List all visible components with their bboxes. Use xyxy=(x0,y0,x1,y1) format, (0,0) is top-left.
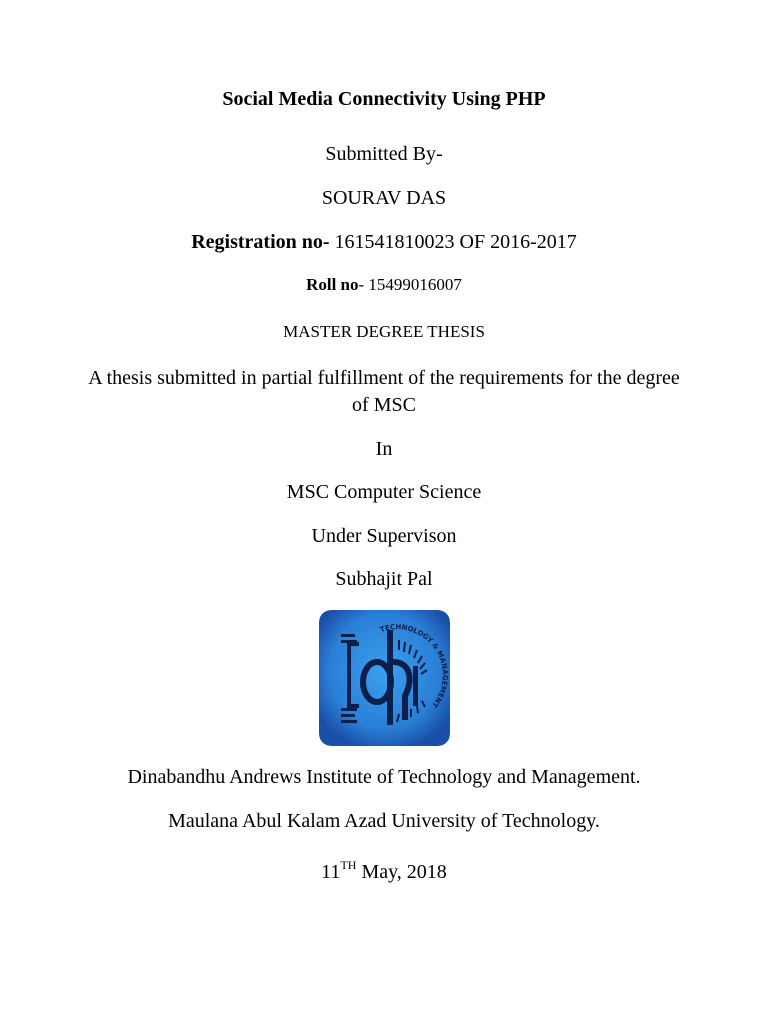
roll-value: - 15499016007 xyxy=(358,275,462,294)
thesis-purpose xyxy=(0,365,768,419)
logo-caption: TECHNOLOGY & MANAGEMENT xyxy=(379,623,449,709)
roll-line xyxy=(0,275,768,295)
registration-value: 161541810023 OF 2016-2017 xyxy=(329,231,577,253)
in-label: In xyxy=(375,438,393,460)
institute-logo-graphic xyxy=(319,610,450,746)
registration-line xyxy=(0,231,768,254)
supervisor-name: Subhajit Pal xyxy=(335,568,433,590)
subject: MSC Computer Science xyxy=(286,481,482,503)
submitted-by-label: Submitted By- xyxy=(325,143,443,165)
roll-label: Roll no xyxy=(306,275,359,294)
thesis-purpose-text: A thesis submitted in partial fulfillment of the requirements for the degree of MSC xyxy=(88,367,680,416)
registration-label: Registration no- xyxy=(191,231,330,253)
author-name: SOURAV DAS xyxy=(321,187,447,209)
date-day: 11 xyxy=(321,861,341,883)
institute-logo xyxy=(319,610,450,746)
university-name: Maulana Abul Kalam Azad University of Technology. xyxy=(168,810,600,832)
institute-name: Dinabandhu Andrews Institute of Technology and Management. xyxy=(127,766,641,788)
thesis-title: Social Media Connectivity Using PHP xyxy=(222,88,546,110)
thesis-type: MASTER DEGREE THESIS xyxy=(283,322,485,341)
under-supervision-label: Under Supervison xyxy=(311,525,457,547)
date-rest: May, 2018 xyxy=(356,861,447,883)
date-suffix: TH xyxy=(340,858,357,872)
submission-date xyxy=(0,858,768,884)
